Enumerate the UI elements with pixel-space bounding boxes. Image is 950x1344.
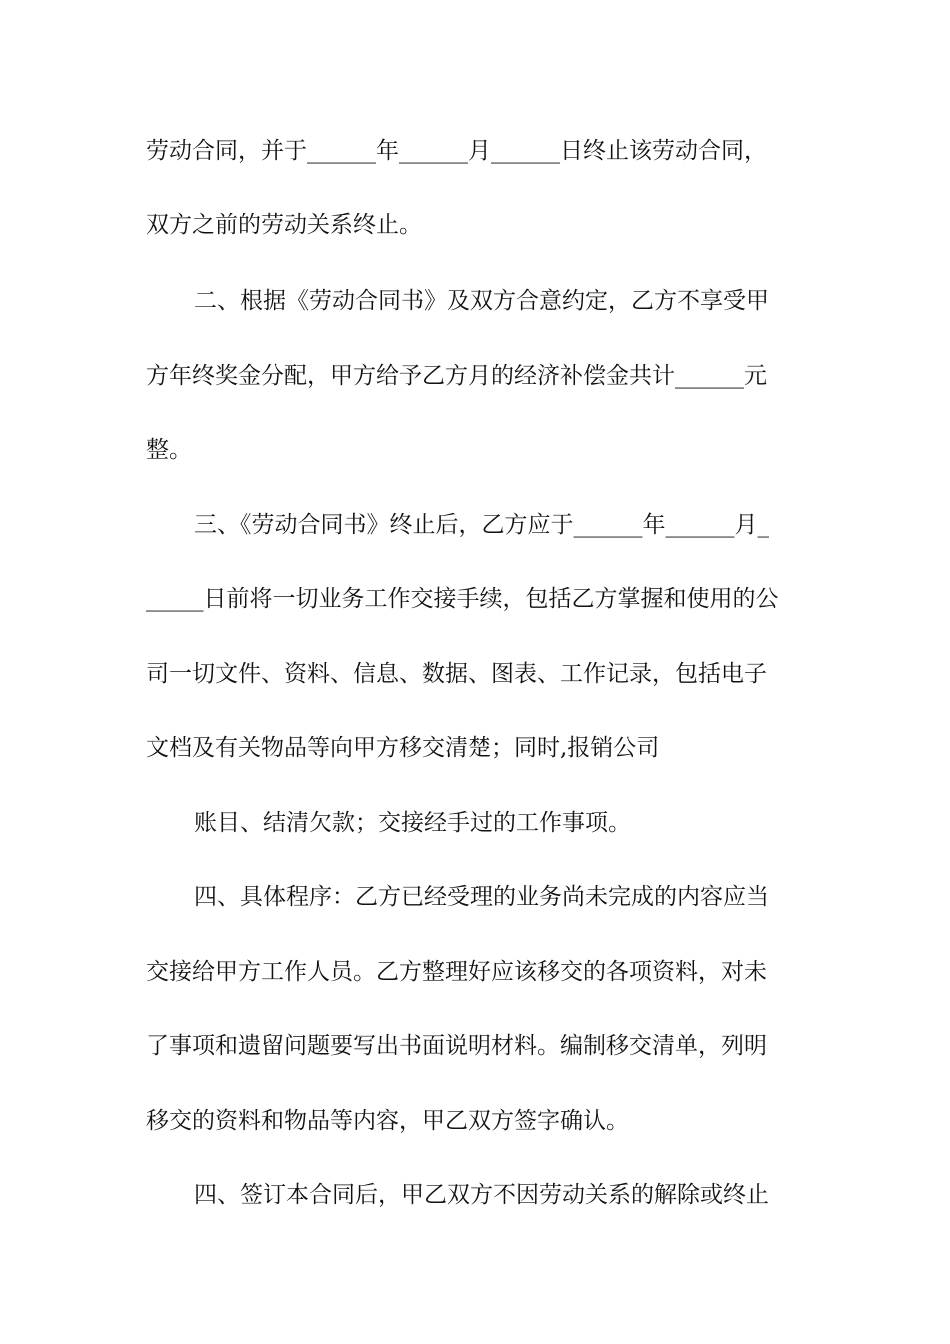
clause-five-line-1: 四、签订本合同后，甲乙双方不因劳动关系的解除或终止: [194, 1182, 769, 1208]
clause-two-line-3: 整。: [146, 437, 192, 463]
clause-three-line-2: _____日前将一切业务工作交接手续，包括乙方掌握和使用的公: [146, 586, 779, 612]
clause-four-line-2: 交接给甲方工作人员。乙方整理好应该移交的各项资料，对未: [146, 959, 767, 985]
clause-two-line-2: 方年终奖金分配，甲方给予乙方月的经济补偿金共计______元: [146, 363, 767, 389]
clause-four-line-3: 了事项和遗留问题要写出书面说明材料。编制移交清单，列明: [146, 1033, 767, 1059]
clause-three-line-1: 三、《劳动合同书》终止后，乙方应于______年______月_: [194, 512, 769, 538]
clause-four-line-1: 四、具体程序：乙方已经受理的业务尚未完成的内容应当: [194, 884, 769, 910]
clause-two-line-1: 二、根据《劳动合同书》及双方合意约定，乙方不享受甲: [194, 288, 769, 314]
paragraph-line-1: 劳动合同，并于______年______月______日终止该劳动合同，: [146, 138, 767, 164]
clause-three-line-3: 司一切文件、资料、信息、数据、图表、工作记录，包括电子: [146, 661, 767, 687]
clause-three-line-4: 文档及有关物品等向甲方移交清楚；同时,报销公司: [146, 735, 660, 761]
clause-three-line-5: 账目、结清欠款；交接经手过的工作事项。: [194, 810, 631, 836]
clause-four-line-4: 移交的资料和物品等内容，甲乙双方签字确认。: [146, 1108, 629, 1134]
paragraph-line-2: 双方之前的劳动关系终止。: [146, 212, 422, 238]
